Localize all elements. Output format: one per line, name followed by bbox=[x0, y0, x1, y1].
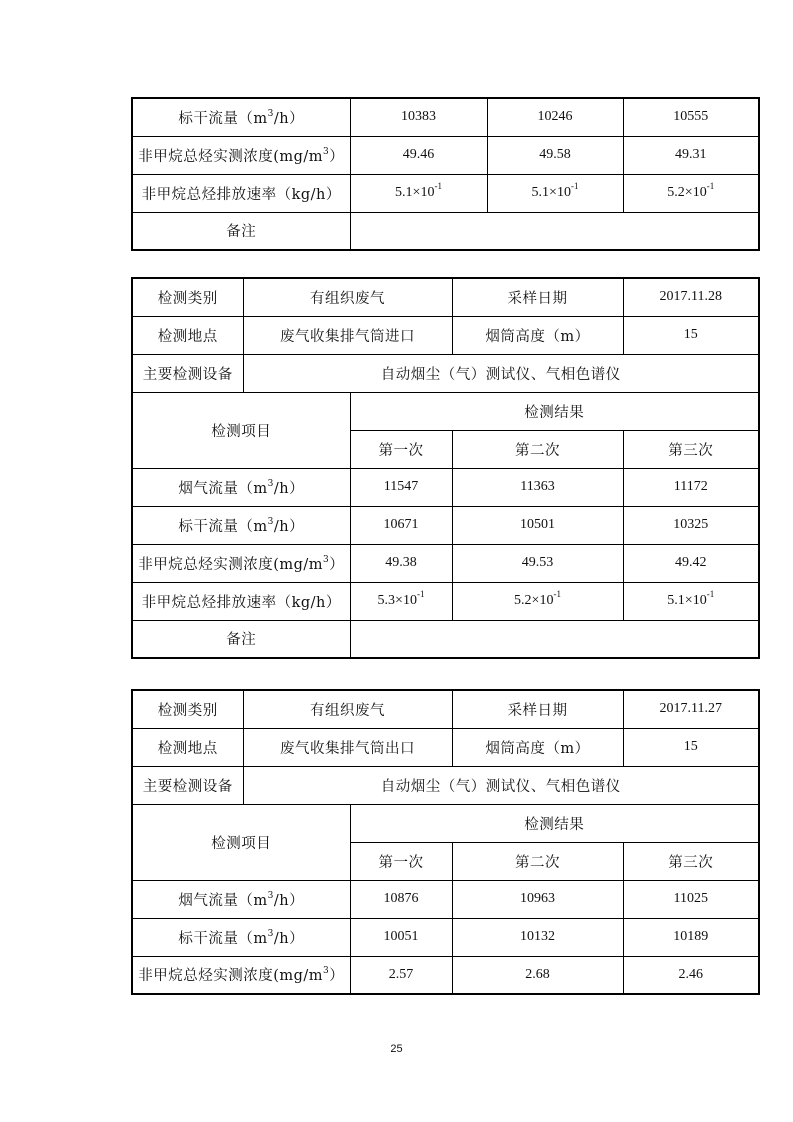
remark-label: 备注 bbox=[132, 212, 350, 250]
table-row bbox=[132, 918, 759, 956]
run1-value: 49.46 bbox=[350, 136, 487, 174]
table-row bbox=[132, 766, 759, 804]
run2-header: 第二次 bbox=[452, 430, 623, 468]
row-label: 标干流量$(m^3/h)$ bbox=[132, 506, 350, 544]
results-table-continued bbox=[131, 97, 760, 251]
height-value: 15 bbox=[623, 728, 759, 766]
result-label: 检测结果 bbox=[350, 392, 759, 430]
table-row bbox=[132, 690, 759, 728]
run1-value: 10383 bbox=[350, 98, 487, 136]
page-number: 25 bbox=[390, 1043, 403, 1055]
row-label: 标干流量$(m^3/h)$ bbox=[132, 918, 350, 956]
run2-value: 10246 bbox=[487, 98, 623, 136]
item-label: 检测项目 bbox=[132, 804, 350, 880]
date-value: 2017.11.28 bbox=[623, 278, 759, 316]
run1-value: $5.3\times 10^{-1}$ bbox=[350, 582, 452, 620]
run3-value: 49.42 bbox=[623, 544, 759, 582]
row-label: 非甲烷总烃排放速率（kg/h） bbox=[132, 582, 350, 620]
equipment-label: 主要检测设备 bbox=[132, 354, 243, 392]
table-row bbox=[132, 316, 759, 354]
remark-row bbox=[132, 212, 759, 250]
result-label: 检测结果 bbox=[350, 804, 759, 842]
run3-value: 11172 bbox=[623, 468, 759, 506]
run1-value: 10671 bbox=[350, 506, 452, 544]
run2-value: 2.68 bbox=[452, 956, 623, 994]
table-row bbox=[132, 98, 759, 136]
category-value: 有组织废气 bbox=[243, 278, 452, 316]
run3-value: 10555 bbox=[623, 98, 759, 136]
row-label: 非甲烷总烃实测浓度$(mg/m^3)$ bbox=[132, 136, 350, 174]
run2-value: $5.1\times 10^{-1}$ bbox=[487, 174, 623, 212]
row-label: 烟气流量$(m^3/h)$ bbox=[132, 468, 350, 506]
category-label: 检测类别 bbox=[132, 278, 243, 316]
remark-row bbox=[132, 620, 759, 658]
table-row bbox=[132, 804, 759, 842]
category-label: 检测类别 bbox=[132, 690, 243, 728]
table-row bbox=[132, 278, 759, 316]
row-label: 标干流量$(m^3/h)$ bbox=[132, 98, 350, 136]
table-row bbox=[132, 506, 759, 544]
run3-value: 2.46 bbox=[623, 956, 759, 994]
results-table-outlet bbox=[131, 689, 760, 995]
run2-value: 11363 bbox=[452, 468, 623, 506]
table-row bbox=[132, 392, 759, 430]
location-label: 检测地点 bbox=[132, 316, 243, 354]
run1-header: 第一次 bbox=[350, 430, 452, 468]
remark-value bbox=[350, 212, 759, 250]
results-table-inlet bbox=[131, 277, 760, 659]
height-label: 烟筒高度（m） bbox=[452, 316, 623, 354]
equipment-value: 自动烟尘（气）测试仪、气相色谱仪 bbox=[243, 354, 759, 392]
table-row bbox=[132, 174, 759, 212]
remark-label: 备注 bbox=[132, 620, 350, 658]
table-row bbox=[132, 956, 759, 994]
table-row bbox=[132, 354, 759, 392]
run1-value: 11547 bbox=[350, 468, 452, 506]
date-label: 采样日期 bbox=[452, 690, 623, 728]
height-label: 烟筒高度（m） bbox=[452, 728, 623, 766]
equipment-label: 主要检测设备 bbox=[132, 766, 243, 804]
table-row bbox=[132, 544, 759, 582]
run3-value: 10189 bbox=[623, 918, 759, 956]
remark-value bbox=[350, 620, 759, 658]
row-label: 非甲烷总烃排放速率（kg/h） bbox=[132, 174, 350, 212]
run3-value: $5.1\times 10^{-1}$ bbox=[623, 582, 759, 620]
run3-value: 11025 bbox=[623, 880, 759, 918]
table-row bbox=[132, 880, 759, 918]
location-value: 废气收集排气筒进口 bbox=[243, 316, 452, 354]
item-label: 检测项目 bbox=[132, 392, 350, 468]
row-label: 非甲烷总烃实测浓度$(mg/m^3)$ bbox=[132, 956, 350, 994]
run1-value: 2.57 bbox=[350, 956, 452, 994]
run3-value: 49.31 bbox=[623, 136, 759, 174]
run3-value: $5.2\times 10^{-1}$ bbox=[623, 174, 759, 212]
run2-value: 49.58 bbox=[487, 136, 623, 174]
date-value: 2017.11.27 bbox=[623, 690, 759, 728]
run2-value: $5.2\times 10^{-1}$ bbox=[452, 582, 623, 620]
run1-header: 第一次 bbox=[350, 842, 452, 880]
equipment-value: 自动烟尘（气）测试仪、气相色谱仪 bbox=[243, 766, 759, 804]
table-row bbox=[132, 728, 759, 766]
category-value: 有组织废气 bbox=[243, 690, 452, 728]
date-label: 采样日期 bbox=[452, 278, 623, 316]
run1-value: 10876 bbox=[350, 880, 452, 918]
row-label: 非甲烷总烃实测浓度$(mg/m^3)$ bbox=[132, 544, 350, 582]
run2-header: 第二次 bbox=[452, 842, 623, 880]
row-label: 烟气流量$(m^3/h)$ bbox=[132, 880, 350, 918]
run1-value: $5.1\times 10^{-1}$ bbox=[350, 174, 487, 212]
run1-value: 10051 bbox=[350, 918, 452, 956]
table-row bbox=[132, 136, 759, 174]
run2-value: 49.53 bbox=[452, 544, 623, 582]
run3-header: 第三次 bbox=[623, 430, 759, 468]
table-row bbox=[132, 468, 759, 506]
run3-header: 第三次 bbox=[623, 842, 759, 880]
location-label: 检测地点 bbox=[132, 728, 243, 766]
run1-value: 49.38 bbox=[350, 544, 452, 582]
height-value: 15 bbox=[623, 316, 759, 354]
run2-value: 10132 bbox=[452, 918, 623, 956]
run2-value: 10963 bbox=[452, 880, 623, 918]
table-row bbox=[132, 582, 759, 620]
run2-value: 10501 bbox=[452, 506, 623, 544]
run3-value: 10325 bbox=[623, 506, 759, 544]
location-value: 废气收集排气筒出口 bbox=[243, 728, 452, 766]
